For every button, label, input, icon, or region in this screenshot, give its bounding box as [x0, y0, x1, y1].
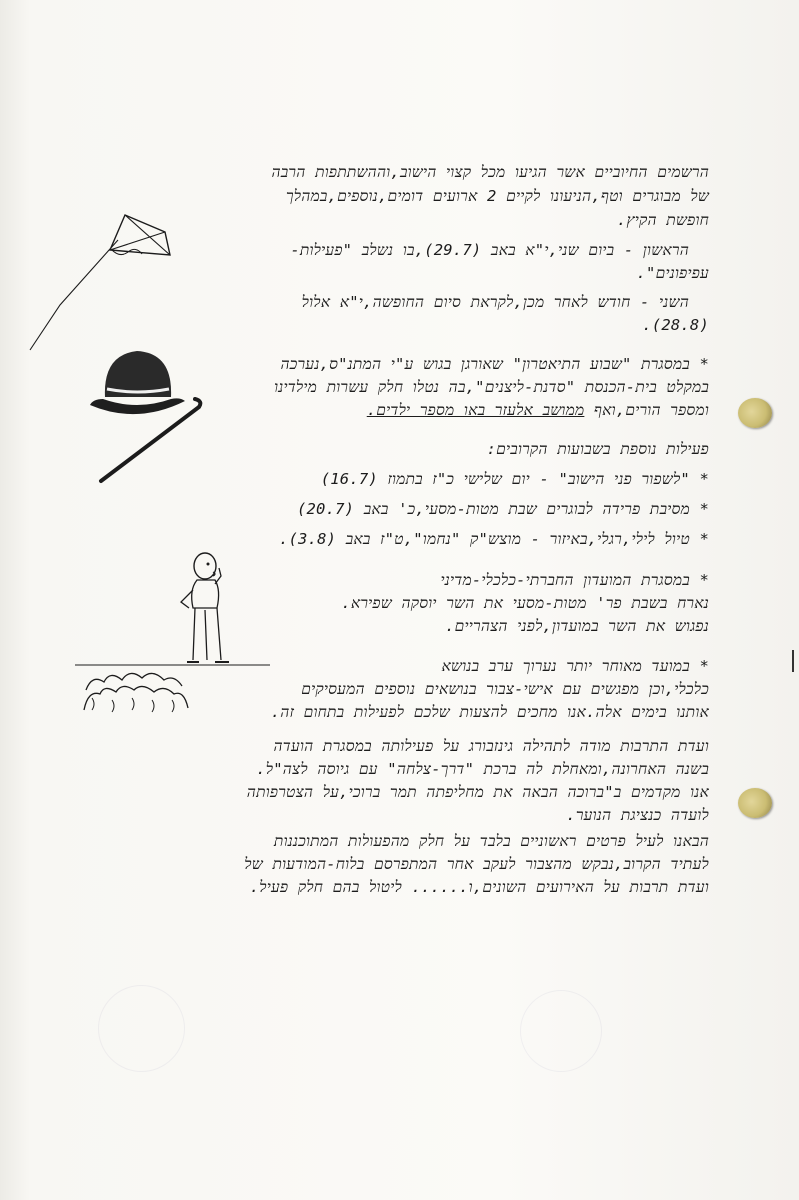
club-line-2: נארח בשבת פר' מטות-מסעי את השר יוסקה שפירא.: [341, 594, 709, 612]
bleed-through-mark: [98, 985, 185, 1072]
upcoming-item-3: * טיול לילי,רגלי,באיזור - מוצש"ק "נחמו",ט"ז באב (3.8).: [278, 530, 709, 548]
later-line-1: * במועד מאוחר יותר נערוך ערב בנושא: [441, 657, 709, 675]
theatre-line-3: [367, 401, 709, 420]
closing-line-2: לעתיד הקרוב,נבקש מהצבור לעקב אחר המתפרסם בלוח-המודעות של: [244, 855, 709, 873]
later-line-2: כלכלי,וכן מפגשים עם אישי-צבור בנושאים נוספים המעסיקים: [301, 680, 709, 698]
closing-line-1: הבאנו לעיל פרטים ראשוניים בלבד על חלק מהפעולות המתוכננות: [273, 832, 709, 850]
committee-line-3: אנו מקדמים ב"ברוכה הבאה את מחליפתה תמר ברוכי,על הצטרפותה: [246, 783, 709, 801]
audience-heads-icon: [82, 660, 192, 720]
upcoming-item-1: * "לשפור פני הישוב" - יום שלישי כ"ז בתמוז (16.7): [320, 470, 709, 488]
first-event-line-2: עפיפונים".: [636, 264, 709, 282]
thumbs-up-man-icon: [175, 550, 245, 670]
margin-mark: [792, 650, 794, 672]
intro-line-2: של מבוגרים וטף,הניעונו לקיים 2 ארועים דומים,נוספים,במהלך: [285, 187, 709, 205]
second-event-line-2: (28.8).: [642, 316, 709, 334]
theatre-line-2: במקלט בית-הכנסת "סדנת-ליצנים",בה נטלו חלק עשרות מילדינו: [274, 378, 709, 396]
cane-icon: [95, 395, 205, 485]
committee-line-1: ועדת התרבות מודה לתהילה גינזבורג על פעילותה במסגרת הועדה: [273, 737, 709, 755]
upcoming-heading: פעילות נוספת בשבועות הקרובים:: [486, 440, 709, 458]
bleed-through-mark: [520, 990, 602, 1072]
punch-hole-icon: [738, 398, 772, 428]
theatre-line-3-underlined: ממושב אלעזר באו מספר ילדים.: [366, 401, 585, 419]
upcoming-item-2: * מסיבת פרידה לבוגרים שבת מטות-מסעי,כ' באב (20.7): [296, 500, 709, 518]
intro-line-3: חופשת הקיץ.: [616, 211, 709, 229]
theatre-line-1: * במסגרת "שבוע התיאטרון" שאורגן בגוש ע"י המתנ"ס,נערכה: [280, 355, 709, 373]
later-line-3: אותנו בימים אלה.אנו מחכים להצעות שלכם לפעילות בתחום זה.: [270, 703, 709, 721]
theatre-line-3-part-a: ומספר הורים,ואף: [593, 401, 709, 419]
committee-line-4: לועדה כנציגת הנוער.: [566, 806, 709, 824]
first-event-line-1: הראשון - ביום שני,י"א באב (29.7),בו נשלב "פעילות-: [290, 241, 689, 259]
club-line-3: נפגוש את השר במועדון,לפני הצהריים.: [445, 617, 709, 635]
closing-line-3: ועדת תרבות על האירועים השונים,ו...... ליטול בהם חלק פעיל.: [249, 878, 709, 896]
intro-line-1: הרשמים החיוביים אשר הגיעו מכל קצוי הישוב,וההשתתפות הרבה: [271, 163, 709, 181]
club-line-1: * במסגרת המועדון החברתי-כלכלי-מדיני: [440, 571, 709, 589]
second-event-line-1: השני - חודש לאחר מכן,לקראת סיום החופשה,י"א אלול: [301, 293, 689, 311]
committee-line-2: בשנה האחרונה,ומאחלת לה ברכת "דרך-צלחה" עם גיוסה לצה"ל.: [256, 760, 709, 778]
punch-hole-icon: [738, 788, 772, 818]
